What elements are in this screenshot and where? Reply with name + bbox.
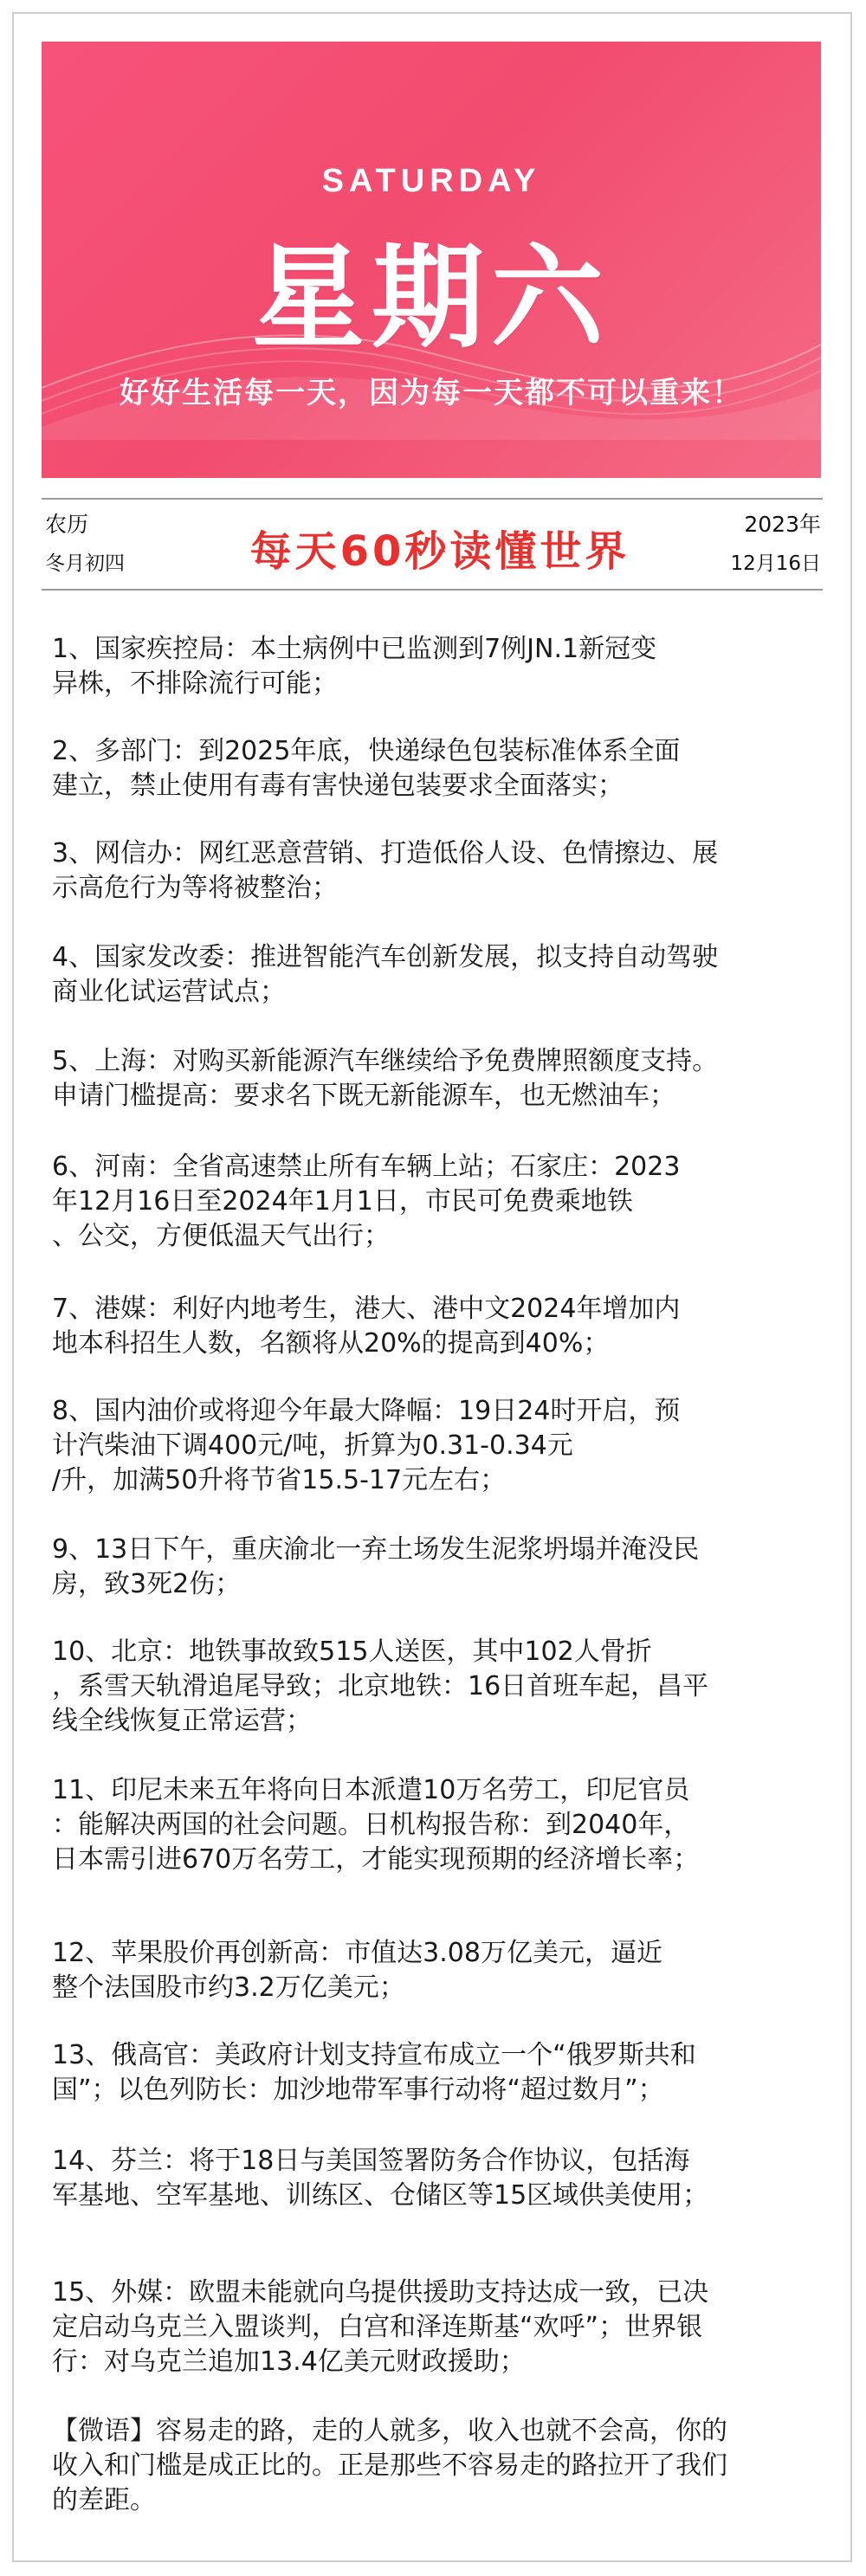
news-line: 14、芬兰：将于18日与美国签署防务合作协议，包括海 — [52, 2146, 690, 2176]
page-title: 每天60秒读懂世界 — [249, 527, 630, 576]
quote-line: 的差距。 — [52, 2485, 156, 2515]
news-item-12 — [52, 1936, 831, 2005]
news-line: 9、13日下午，重庆渝北一弃土场发生泥浆坍塌并淹没民 — [52, 1534, 700, 1565]
news-item-14 — [52, 2144, 831, 2213]
news-line: 军基地、空军基地、训练区、仓储区等15区域供美使用； — [52, 2180, 709, 2211]
news-line: /升，加满50升将节省15.5-17元左右； — [52, 1465, 507, 1495]
news-line: 国”；以色列防长：加沙地带军事行动将“超过数月”； — [52, 2075, 664, 2105]
banner-subtitle: 好好生活每一天，因为每一天都不可以重来！ — [120, 376, 743, 410]
news-line: 3、网信办：网红恶意营销、打造低俗人设、色情擦边、展 — [52, 838, 719, 868]
news-line: 7、港媒：利好内地考生，港大、港中文2024年增加内 — [52, 1294, 681, 1324]
lunar-label: 农历 — [45, 512, 89, 537]
news-line: 异株，不排除流行可能； — [52, 668, 338, 699]
news-line: 商业化试运营试点； — [52, 977, 286, 1007]
news-line: 8、国内油价或将迎今年最大降幅：19日24时开启，预 — [52, 1396, 681, 1426]
news-line: 13、俄高官：美政府计划支持宣布成立一个“俄罗斯共和 — [52, 2040, 696, 2070]
news-line: 地本科招生人数，名额将从20%的提高到40%； — [52, 1328, 610, 1359]
news-line: 10、北京：地铁事故致515人送医，其中102人骨折 — [52, 1637, 652, 1667]
news-line: 4、国家发改委：推进智能汽车创新发展，拟支持自动驾驶 — [52, 942, 719, 972]
news-item-9 — [52, 1533, 831, 1602]
news-line: 6、河南：全省高速禁止所有车辆上站；石家庄：2023 — [52, 1152, 681, 1182]
news-line: 整个法国股市约3.2万亿美元； — [52, 1972, 405, 2003]
news-line: 计汽柴油下调400元/吨，折算为0.31-0.34元 — [52, 1430, 573, 1461]
news-line: ，系雪天轨滑追尾导致；北京地铁：16日首班车起，昌平 — [52, 1671, 709, 1701]
weiyu-quote — [52, 2414, 831, 2518]
news-line: 1、国家疾控局：本土病例中已监测到7例JN.1新冠变 — [52, 634, 657, 664]
news-line: 5、上海：对购买新能源汽车继续给予免费牌照额度支持。 — [52, 1046, 719, 1076]
year-label: 2023年 — [744, 512, 821, 537]
news-line: 房，致3死2伤； — [52, 1569, 242, 1599]
divider-bottom — [42, 589, 823, 591]
news-item-13 — [52, 2038, 831, 2108]
news-item-10 — [52, 1635, 831, 1739]
news-line: 示高危行为等将被整治； — [52, 873, 338, 903]
news-line: 线全线恢复正常运营； — [52, 1706, 312, 1736]
news-item-3 — [52, 836, 831, 906]
news-line: 行：对乌克兰追加13.4亿美元财政援助； — [52, 2347, 526, 2377]
news-line: ：能解决两国的社会问题。日机构报告称：到2040年， — [52, 1810, 690, 1840]
news-item-6 — [52, 1150, 831, 1254]
date-label: 12月16日 — [730, 552, 821, 575]
news-line: 年12月16日至2024年1月1日，市民可免费乘地铁 — [52, 1186, 633, 1217]
quote-line: 【微语】容易走的路，走的人就多，收入也就不会高，你的 — [52, 2416, 727, 2446]
news-line: 15、外媒：欧盟未能就向乌提供援助支持达成一致，已决 — [52, 2277, 709, 2308]
news-line: 建立，禁止使用有毒有害快递包装要求全面落实； — [52, 771, 624, 801]
news-item-15 — [52, 2276, 831, 2379]
news-item-11 — [52, 1773, 831, 1877]
news-line: 日本需引进670万名劳工，才能实现预期的经济增长率； — [52, 1844, 700, 1875]
news-line: 申请门槛提高：要求名下既无新能源车，也无燃油车； — [52, 1081, 675, 1111]
news-item-1 — [52, 632, 831, 701]
news-line: 、公交，方便低温天气出行； — [52, 1221, 390, 1251]
news-line: 2、多部门：到2025年底，快递绿色包装标准体系全面 — [52, 736, 681, 766]
header-banner — [42, 42, 821, 478]
news-line: 定启动乌克兰入盟谈判，白宫和泽连斯基“欢呼”；世界银 — [52, 2312, 703, 2342]
news-item-7 — [52, 1292, 831, 1361]
day-title: 星期六 — [251, 231, 611, 364]
news-item-8 — [52, 1394, 831, 1498]
news-item-2 — [52, 734, 831, 804]
quote-line: 收入和门槛是成正比的。正是那些不容易走的路拉开了我们 — [52, 2450, 727, 2481]
news-item-4 — [52, 940, 831, 1010]
news-line: 11、印尼未来五年将向日本派遣10万名劳工，印尼官员 — [52, 1775, 690, 1805]
news-line: 12、苹果股价再创新高：市值达3.08万亿美元，逼近 — [52, 1938, 662, 1968]
news-item-5 — [52, 1044, 831, 1114]
divider-top — [42, 498, 823, 500]
lunar-date: 冬月初四 — [45, 552, 125, 575]
english-day: SATURDAY — [321, 163, 541, 199]
